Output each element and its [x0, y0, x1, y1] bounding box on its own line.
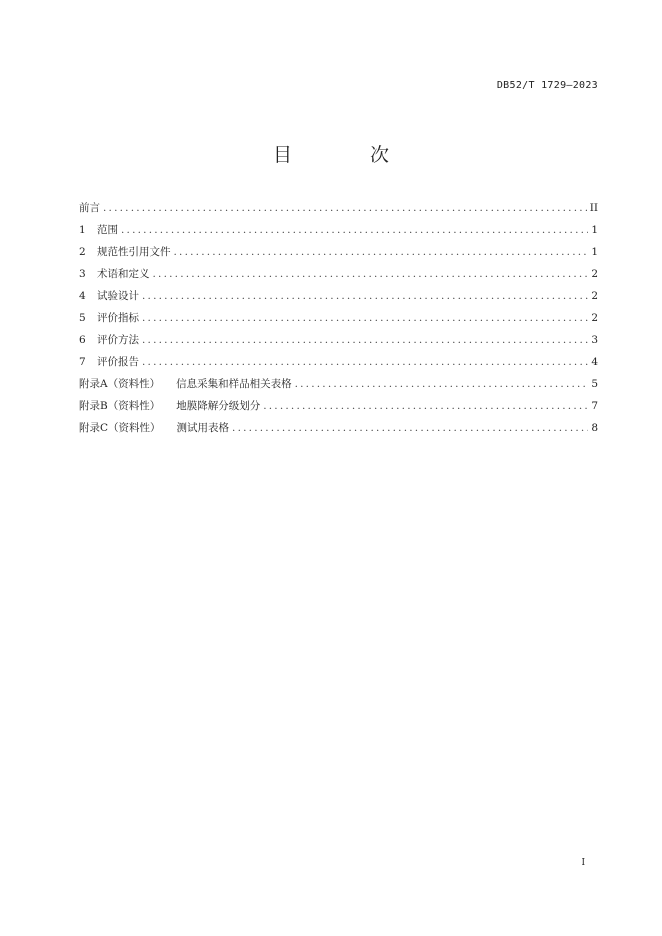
- toc-entry-page: 5: [591, 378, 598, 390]
- toc-appendix-prefix: 附录C（资料性）: [79, 422, 161, 434]
- toc-leader-dots: [142, 334, 588, 346]
- toc-entry-label: 术语和定义: [97, 268, 150, 280]
- toc-entry-number: 3: [79, 268, 86, 280]
- toc-entry-label: 前言: [79, 202, 100, 214]
- toc-entry-number: 1: [79, 224, 86, 236]
- toc-entry-appendix-b[interactable]: [79, 398, 598, 420]
- toc-entry-label: 评价方法: [97, 334, 139, 346]
- toc-entry-page: 2: [591, 290, 598, 302]
- toc-entry-page: 1: [591, 224, 598, 236]
- toc-appendix-prefix: 附录A（资料性）: [79, 378, 161, 390]
- toc-entry-evaluation-indicators[interactable]: [79, 310, 598, 332]
- toc-appendix-prefix: 附录B（资料性）: [79, 400, 161, 412]
- toc-entry-page: 8: [591, 422, 598, 434]
- toc-entry-page: 3: [591, 334, 598, 346]
- toc-entry-normative-references[interactable]: [79, 244, 598, 266]
- toc-entry-label: 试验设计: [97, 290, 139, 302]
- toc-entry-number: 5: [79, 312, 86, 324]
- toc-entry-label: 规范性引用文件: [97, 246, 171, 258]
- toc-entry-terms-definitions[interactable]: [79, 266, 598, 288]
- toc-leader-dots: [142, 356, 588, 368]
- toc-leader-dots: [142, 312, 588, 324]
- toc-entry-page: 2: [591, 268, 598, 280]
- toc-entry-number: 2: [79, 246, 86, 258]
- toc-leader-dots: [121, 224, 588, 236]
- toc-entry-scope[interactable]: [79, 222, 598, 244]
- toc-entry-number: 4: [79, 290, 86, 302]
- toc-entry-label: 评价报告: [97, 356, 139, 368]
- toc-entry-page: 2: [591, 312, 598, 324]
- toc-leader-dots: [263, 400, 588, 412]
- standard-code: DB52/T 1729—2023: [496, 80, 598, 91]
- toc-entry-page: 4: [591, 356, 598, 368]
- toc-entry-label: 评价指标: [97, 312, 139, 324]
- toc-entry-appendix-c[interactable]: [79, 420, 598, 442]
- toc-entry-foreword[interactable]: [79, 200, 598, 222]
- toc-entry-label: 信息采集和样品相关表格: [176, 378, 292, 390]
- toc-leader-dots: [232, 422, 588, 434]
- toc-leader-dots: [295, 378, 589, 390]
- page-number: I: [581, 858, 585, 868]
- toc-entry-number: 6: [79, 334, 86, 346]
- table-of-contents: [79, 200, 598, 442]
- toc-entry-page: 7: [591, 400, 598, 412]
- toc-entry-label: 范围: [97, 224, 118, 236]
- toc-leader-dots: [153, 268, 589, 280]
- toc-leader-dots: [142, 290, 588, 302]
- toc-entry-evaluation-methods[interactable]: [79, 332, 598, 354]
- toc-entry-evaluation-report[interactable]: [79, 354, 598, 376]
- toc-entry-page: II: [589, 202, 598, 214]
- toc-entry-appendix-a[interactable]: [79, 376, 598, 398]
- page-title: 目 次: [272, 144, 426, 166]
- toc-entry-label: 地膜降解分级划分: [176, 400, 261, 412]
- toc-leader-dots: [103, 202, 587, 214]
- toc-entry-label: 测试用表格: [176, 422, 230, 434]
- toc-entry-test-design[interactable]: [79, 288, 598, 310]
- toc-leader-dots: [174, 246, 589, 258]
- toc-entry-number: 7: [79, 356, 86, 368]
- toc-entry-page: 1: [591, 246, 598, 258]
